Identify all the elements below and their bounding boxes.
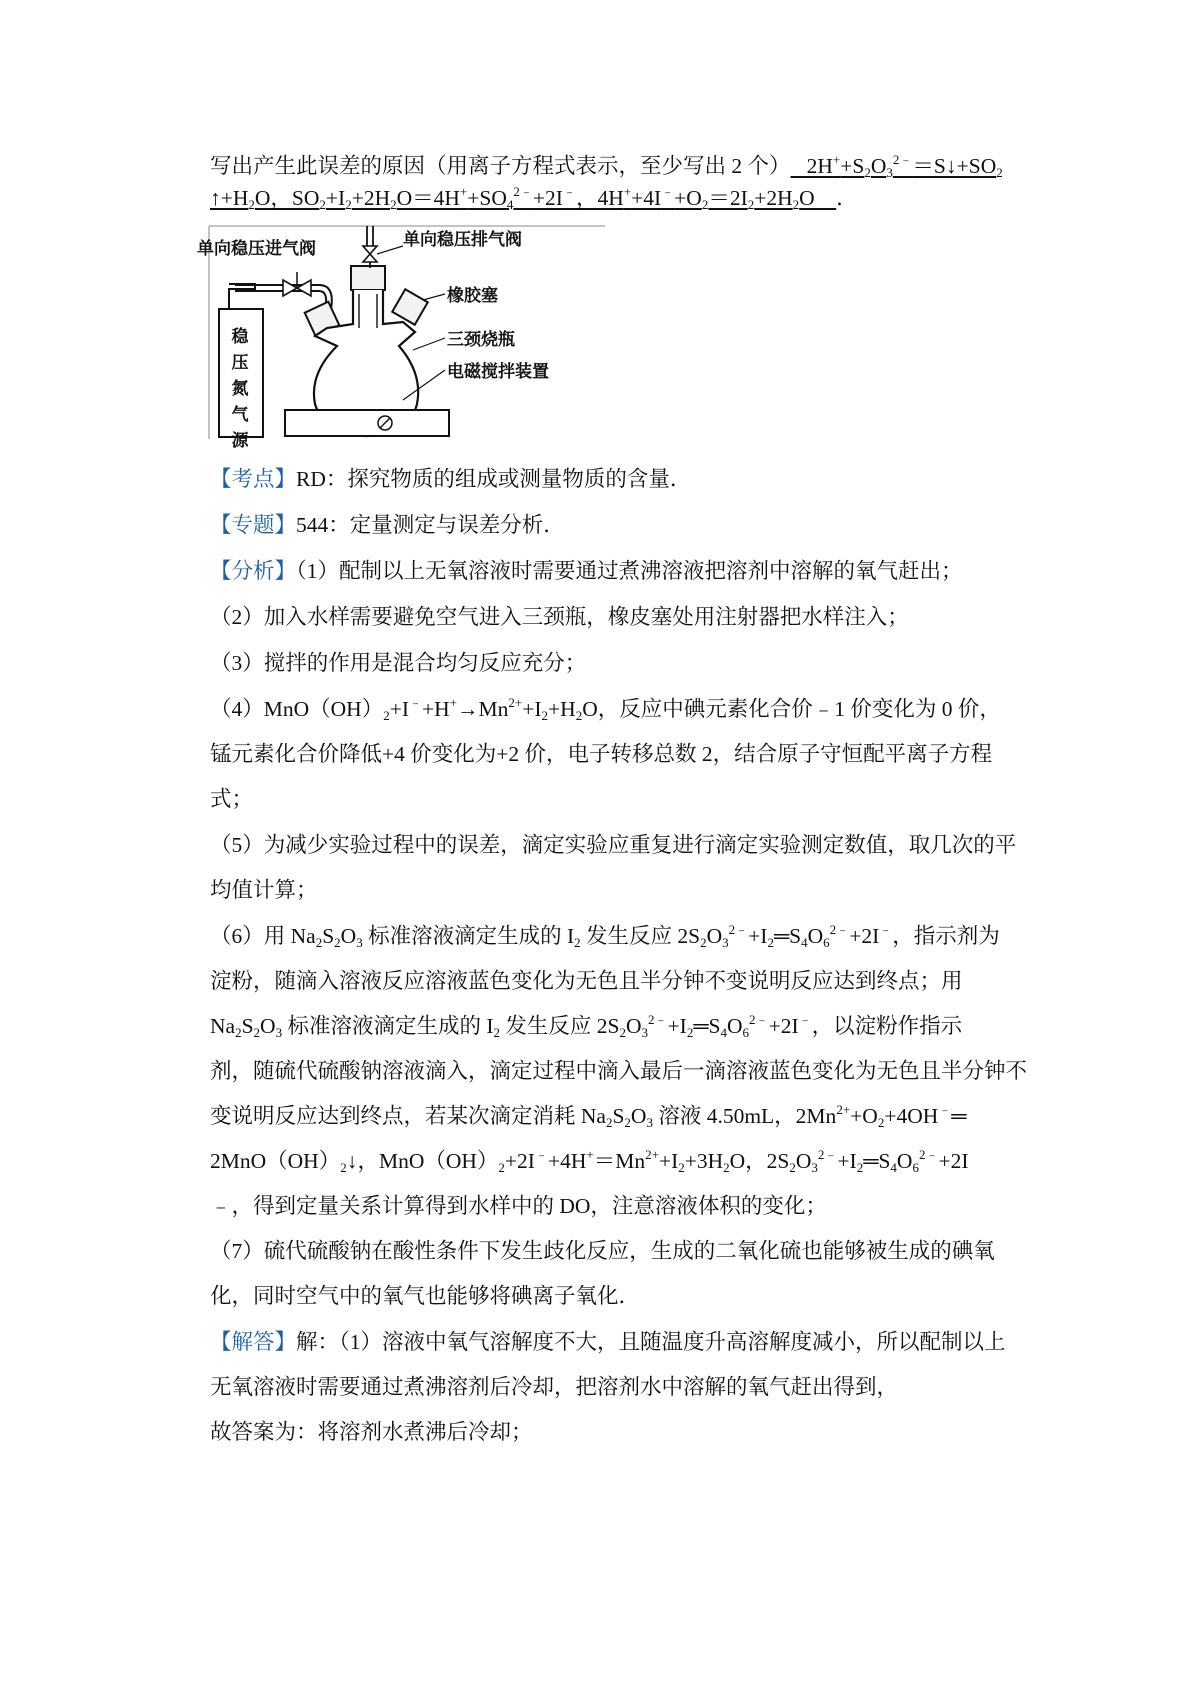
- jieda-line-1: [210, 1326, 1040, 1358]
- fenxi-line-6b: 淀粉，随滴入溶液反应溶液蓝色变化为无色且半分钟不变说明反应达到终点；用: [210, 969, 963, 993]
- answer-equation-1: $2H^++S_2O_3^{2﹣}=S↓+SO_2$: [790, 152, 1003, 180]
- zhuanti-text: 544：定量测定与误差分析．: [296, 513, 565, 537]
- fenxi-line-5b: 均值计算；: [210, 878, 318, 902]
- label-inlet-valve: 单向稳压进气阀: [197, 239, 316, 259]
- fenxi-line-3: （3）搅拌的作用是混合均匀反应充分；: [210, 651, 587, 675]
- tag-zhuanti: 【专题】: [210, 513, 297, 537]
- label-flask: 三颈烧瓶: [447, 330, 515, 350]
- fenxi-line-4c: 式；: [210, 787, 254, 811]
- fenxi-line-5a: （5）为减少实验过程中的误差，滴定实验应重复进行滴定实验测定数值，取几次的平: [210, 833, 1017, 857]
- fenxi-line-7b: 化，同时空气中的氧气也能够将碘离子氧化．: [210, 1284, 641, 1308]
- fenxi-line-6e: 变说明反应达到终点，若某次滴定消耗 $Na_2S_2O_3$ 溶液 4.50mL，$2Mn^{2+}+O_2+4OH^﹣═$: [210, 1102, 967, 1130]
- label-outlet-valve: 单向稳压排气阀: [403, 230, 522, 250]
- fenxi-line-4a: $(4)MnO(OH)_2+I^﹣+H^+\to Mn^{2+}+I_2+H_2O$，反应中碘元素化合价﹣1 价变化为 0 价，: [210, 695, 1001, 723]
- label-stopper: 橡胶塞: [447, 286, 498, 306]
- fenxi-line-6f: $2MnO(OH)_2↓$，$MnO(OH)_2+2I^﹣+4H^+=Mn^{2+}+I_2+3H_2O$，$2S_2O_3^{2﹣}+I_2═S_4O_6^{2﹣}+2I$: [210, 1147, 969, 1175]
- document-content: [197, 150, 1040, 1461]
- jieda-line-3: 故答案为：将溶剂水煮沸后冷却；: [210, 1420, 533, 1444]
- fenxi-line-7a: （7）硫代硫酸钠在酸性条件下发生歧化反应，生成的二氧化硫也能够被生成的碘氧: [210, 1239, 995, 1263]
- zhuanti-line: [210, 509, 1040, 541]
- fenxi-line-2: （2）加入水样需要避免空气进入三颈瓶，橡皮塞处用注射器把水样注入；: [210, 605, 909, 629]
- kaodian-text: RD：探究物质的组成或测量物质的含量．: [296, 467, 692, 491]
- label-nitrogen-source: 稳压氮气源: [231, 327, 249, 451]
- tag-kaodian: 【考点】: [210, 467, 297, 491]
- answer-equations-2: $↑+H_2O$，$SO_2+I_2+2H_2O=4H^++SO_4^{2﹣}+2I^﹣$，$4H^++4I^﹣+O_2=2I_2+2H_2O$: [210, 184, 837, 212]
- stirrer-base: [285, 410, 449, 436]
- fenxi-line-6a: （6）用 $Na_2S_2O_3$ 标准溶液滴定生成的 $I_2$ 发生反应 $2S_2O_3^{2﹣}+I_2═S_4O_6^{2﹣}+2I^﹣$，指示剂为: [210, 922, 1000, 950]
- question-prompt: 写出产生此误差的原因（用离子方程式表示，至少写出 2 个）: [210, 154, 791, 178]
- fenxi-line-1: [210, 555, 1040, 587]
- apparatus-figure: [197, 224, 607, 451]
- jieda-line-2: 无氧溶液时需要通过煮沸溶剂后冷却，把溶剂水中溶解的氧气赶出得到，: [210, 1375, 899, 1399]
- answer-line-1: [210, 150, 1040, 182]
- fenxi-text-1: （1）配制以上无氧溶液时需要通过煮沸溶液把溶剂中溶解的氧气赶出；: [296, 559, 963, 583]
- label-stirrer: 电磁搅拌装置: [447, 362, 549, 382]
- kaodian-line: [210, 463, 1040, 495]
- fenxi-line-4b: 锰元素化合价降低+4 价变化为+2 价，电子转移总数 2，结合原子守恒配平离子方程: [210, 742, 993, 766]
- tag-jieda: 【解答】: [210, 1330, 297, 1354]
- inlet-valve-icon: [283, 280, 297, 296]
- answer-line-2: $↑+H_2O$，$SO_2+I_2+2H_2O=4H^++SO_4^{2﹣}+2I^﹣$，$4H^++4I^﹣+O_2=2I_2+2H_2O$ ．: [210, 184, 858, 212]
- fenxi-line-6c: $Na_2S_2O_3$ 标准溶液滴定生成的 $I_2$ 发生反应 $2S_2O_3^{2﹣}+I_2═S_4O_6^{2﹣}+2I^﹣$，以淀粉作指示: [210, 1012, 963, 1040]
- jieda-text-1: 解：（1）溶液中氧气溶解度不大，且随温度升高溶解度减小，所以配制以上: [296, 1330, 1006, 1354]
- fenxi-line-6g: ﹣，得到定量关系计算得到水样中的 DO，注意溶液体积的变化；: [210, 1194, 827, 1218]
- fenxi-line-6d: 剂，随硫代硫酸钠溶液滴入，滴定过程中滴入最后一滴溶液蓝色变化为无色且半分钟不: [210, 1059, 1028, 1083]
- tag-fenxi: 【分析】: [210, 559, 297, 583]
